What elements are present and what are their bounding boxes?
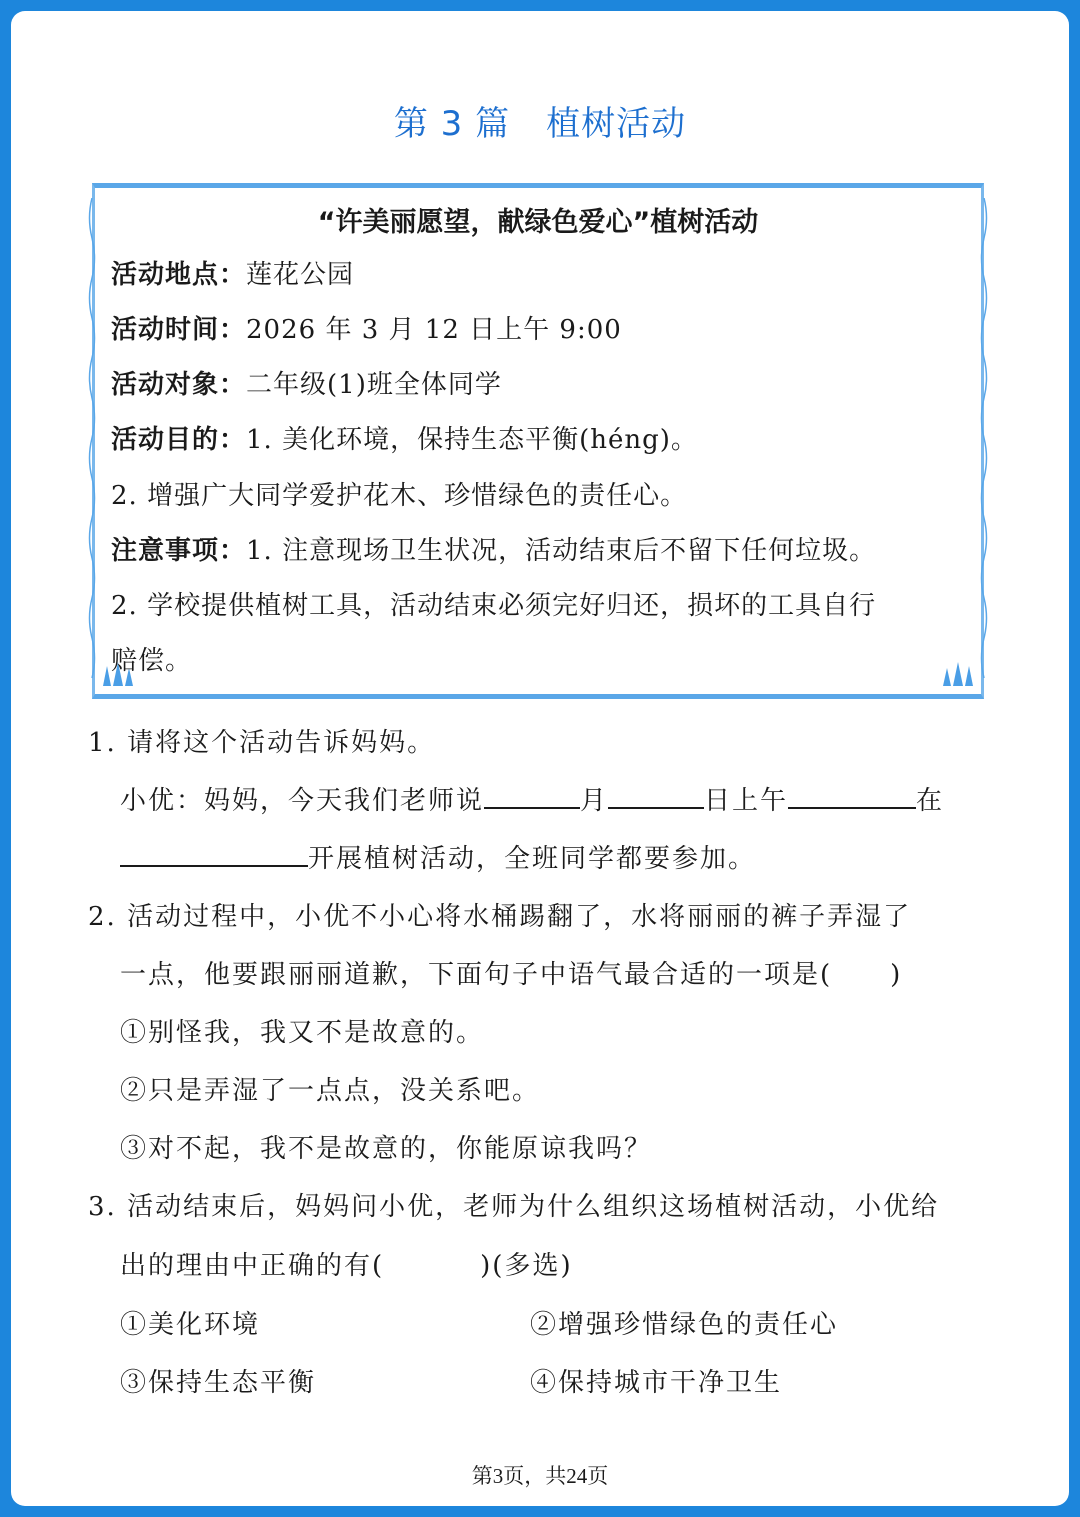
title-part1: 第 3 篇 — [393, 104, 511, 144]
question-3-option-4: ④保持城市干净卫生 — [530, 1368, 783, 1398]
question-3-option-3: ③保持生态平衡 — [120, 1368, 317, 1398]
question-2-option-2: ②只是弄湿了一点点，没关系吧。 — [120, 1076, 541, 1106]
target-label: 活动对象： — [111, 370, 247, 400]
question-2-stem-line-2 — [120, 954, 902, 991]
page-title — [0, 96, 1080, 145]
q1-text-d: 在 — [916, 786, 945, 816]
question-2-option-1: ①别怪我，我又不是故意的。 — [120, 1018, 485, 1048]
q3-stem-text: 出的理由中正确的有( — [120, 1251, 385, 1281]
activity-notice-box — [92, 183, 984, 699]
q1-text-e: 开展植树活动，全班同学都要参加。 — [308, 844, 757, 874]
question-1-stem: 1. 请将这个活动告诉妈妈。 — [88, 728, 436, 758]
note-item-1: 1. 注意现场卫生状况，活动结束后不留下任何垃圾。 — [246, 536, 877, 566]
notice-place-row — [111, 254, 971, 291]
answer-blank-time[interactable] — [788, 785, 916, 809]
answer-blank-place[interactable] — [120, 843, 308, 867]
target-value: 二年级(1)班全体同学 — [246, 370, 502, 400]
notice-purpose-row — [111, 419, 971, 456]
answer-blank-month[interactable] — [484, 785, 580, 809]
title-part2: 植树活动 — [546, 104, 687, 144]
notes-label: 注意事项： — [111, 536, 247, 566]
place-label: 活动地点： — [111, 260, 247, 290]
question-1-line-2 — [120, 838, 756, 875]
notice-notes-row — [111, 530, 971, 567]
question-1-line-1 — [120, 780, 944, 817]
time-label: 活动时间： — [111, 315, 247, 345]
purpose-item-1: 1. 美化环境，保持生态平衡(héng)。 — [246, 425, 698, 455]
question-2-stem-line-1: 2. 活动过程中，小优不小心将水桶踢翻了，水将丽丽的裤子弄湿了 — [88, 902, 912, 932]
q2-stem-end: ) — [890, 960, 903, 990]
question-2-option-3: ③对不起，我不是故意的，你能原谅我吗？ — [120, 1134, 653, 1164]
question-3-option-2: ②增强珍惜绿色的责任心 — [530, 1310, 839, 1340]
vine-border-right — [979, 198, 989, 678]
notice-title: “许美丽愿望，献绿色爱心”植树活动 — [317, 207, 759, 238]
purpose-label: 活动目的： — [111, 425, 247, 455]
answer-blank-day[interactable] — [608, 785, 704, 809]
notice-target-row — [111, 364, 971, 401]
q2-stem-text: 一点，他要跟丽丽道歉，下面句子中语气最合适的一项是( — [120, 960, 833, 990]
notice-time-row — [111, 309, 971, 346]
page-number-footer: 第3页，共24页 — [471, 1464, 609, 1488]
q1-text-c: 日上午 — [704, 786, 789, 816]
question-3-option-1: ①美化环境 — [120, 1310, 261, 1340]
notice-note-item-2-cont: 赔偿。 — [111, 646, 193, 676]
notice-note-item-2: 2. 学校提供植树工具，活动结束必须完好归还，损坏的工具自行 — [111, 591, 877, 621]
question-3-stem-line-2 — [120, 1245, 573, 1282]
q1-text-a: 小优：妈妈，今天我们老师说 — [120, 786, 485, 816]
notice-purpose-item-2: 2. 增强广大同学爱护花木、珍惜绿色的责任心。 — [111, 481, 688, 511]
place-value: 莲花公园 — [246, 260, 355, 290]
vine-border-left — [87, 198, 97, 678]
question-3-stem-line-1: 3. 活动结束后，妈妈问小优，老师为什么组织这场植树活动，小优给 — [88, 1192, 940, 1222]
q1-text-b: 月 — [580, 786, 609, 816]
time-value: 2026 年 3 月 12 日上午 9:00 — [246, 315, 622, 345]
q3-stem-end: )(多选) — [480, 1251, 573, 1281]
